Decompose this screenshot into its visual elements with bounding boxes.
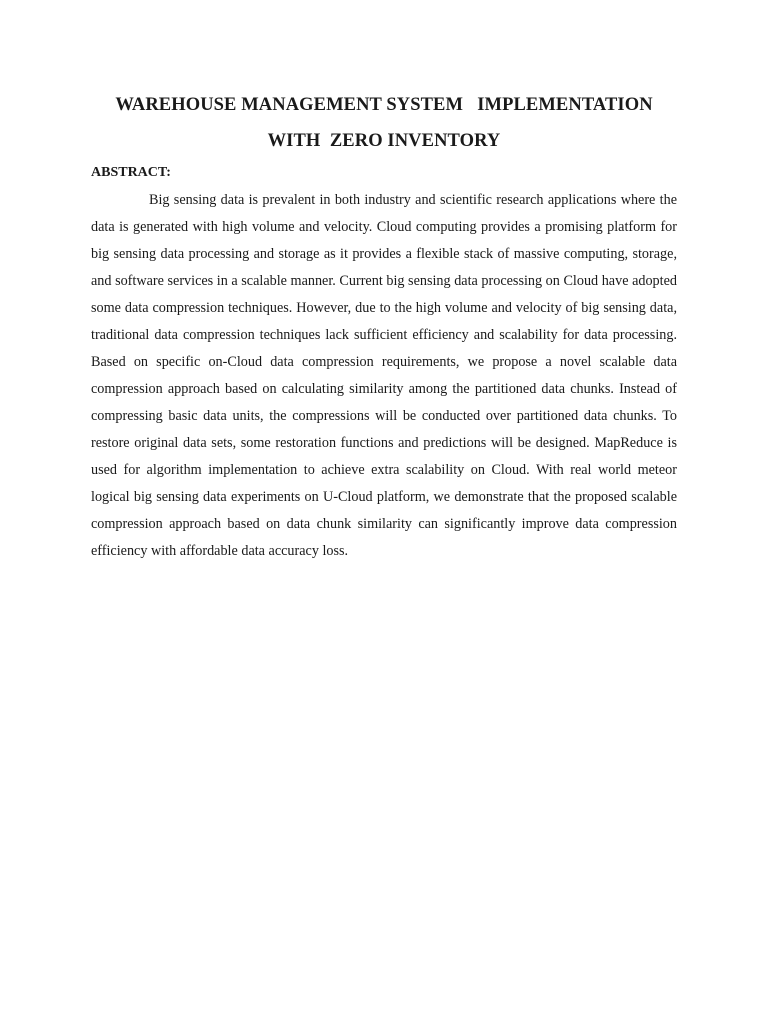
document-title-line-1: WAREHOUSE MANAGEMENT SYSTEM IMPLEMENTATION (115, 95, 653, 115)
abstract-paragraph: Big sensing data is prevalent in both industry and scientific research applications where the data is generated with high volume and velocity. Cloud computing provides a promising platform for big sensing data processing and storage as it provides a flexible stack of massive computing, storage, and software services in a scalable manner. Current big sensing data processing on Cloud have adopted some data compression techniques. However, due to the high volume and velocity of big sensing data, traditional data compression techniques lack sufficient efficiency and scalability for data processing. Based on specific on-Cloud data compression requirements, we propose a novel scalable data compression approach based on calculating similarity among the partitioned data chunks. Instead of compressing basic data units, the compressions will be conducted over partitioned data chunks. To restore original data sets, some restoration functions and predictions will be designed. MapReduce is used for algorithm implementation to achieve extra scalability on Cloud. With real world meteor logical big sensing data experiments on U-Cloud platform, we demonstrate that the proposed scalable compression approach based on data chunk similarity can significantly improve data compression efficiency with affordable data accuracy loss. (91, 192, 677, 559)
document-title-line-2: WITH ZERO INVENTORY (267, 131, 501, 151)
abstract-heading: ABSTRACT: (91, 165, 171, 180)
